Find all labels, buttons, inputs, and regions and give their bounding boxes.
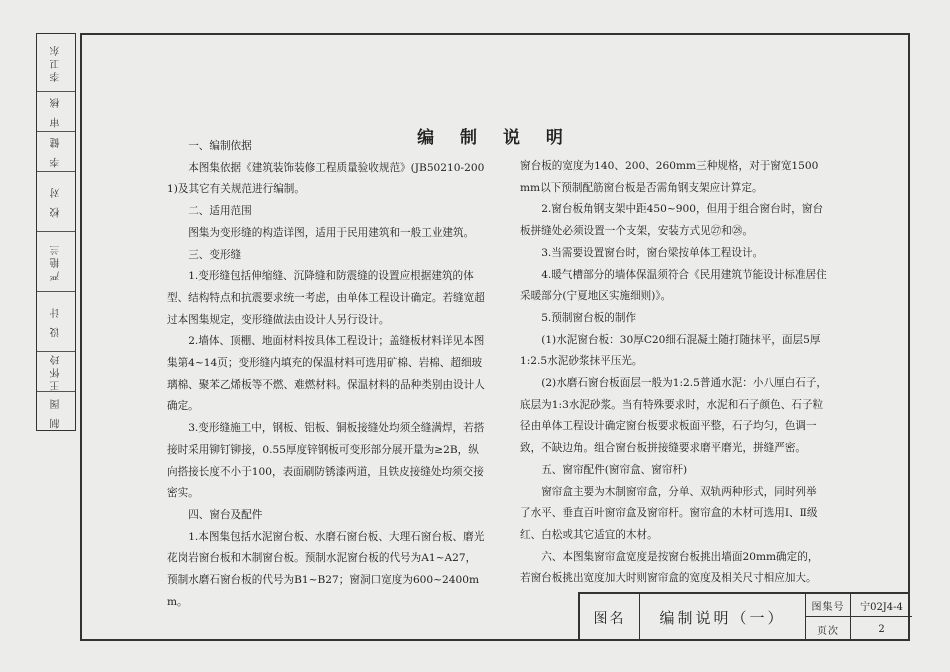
atlas-label: 图集号 <box>811 601 845 613</box>
stamp-name: 严艳兰 <box>50 242 62 281</box>
stamp-role: 设 计 <box>50 305 62 338</box>
stamp-cell <box>37 352 75 392</box>
stamp-cell <box>37 92 75 132</box>
section-heading: 五、窗帘配件(窗帘盒、窗帘杆) <box>541 463 688 476</box>
page-number: 2 <box>878 623 885 635</box>
atlas-label-cell <box>806 594 851 617</box>
title-block <box>578 592 910 641</box>
section-heading: 一、编制依据 <box>188 140 252 152</box>
signature-stamp-column <box>36 33 76 431</box>
paragraph: 窗帘盒主要为木制窗帘盒，分单、双轨两种形式，同时列举了水平、垂直百叶窗帘盒及窗帘杆。窗帘盒的木材可选用Ⅰ、Ⅱ级红、白松或其它适宜的木材。 <box>520 485 818 541</box>
paragraph: 5.预制窗台板的制作 <box>541 311 637 324</box>
paragraph: 1.变形缝包括伸缩缝、沉降缝和防震缝的设置应根据建筑的体型、结构特点和抗震要求统一考虑，由单体工程设计确定。若缝宽超过本图集规定，变形缝做法由设计人另行设计。 <box>167 270 485 326</box>
stamp-role: 审 核 <box>50 95 62 128</box>
atlas-number-cell <box>851 594 912 617</box>
paragraph: 六、本图集窗帘盒宽度是按窗台板挑出墙面20mm确定的，若窗台板挑出宽度加大时则窗帘盒的宽度及相关尺寸相应加大。 <box>520 550 819 585</box>
right-text-column <box>520 156 827 590</box>
atlas-number: 宁02J4-4 <box>860 601 903 613</box>
paragraph: (2)水磨石窗台板面层一般为1:2.5普通水泥：小八厘白石子，底层为1:3水泥砂浆。当有特殊要求时，水泥和石子颜色、石子粒径由单体工程设计确定窗台板要求板面平整，石子均匀，色调一致，不缺边角。组合窗台板拼接缝要求磨平磨光，拼缝严密。 <box>520 377 828 455</box>
drawing-name: 编制说明（一） <box>659 609 786 627</box>
stamp-role: 校 对 <box>50 185 62 218</box>
paragraph: 3.当需要设置窗台时，窗台梁按单体工程设计。 <box>541 246 764 259</box>
stamp-cell <box>37 232 75 292</box>
paragraph: 本图集依据《建筑装饰装修工程质量验收规范》(JB50210-2001)及其它有关规范进行编制。 <box>167 161 485 196</box>
paragraph: (1)水泥窗台板：30厚C20细石混凝土随打随抹平，面层5厚1:2.5水泥砂浆抹平压光。 <box>520 333 821 368</box>
stamp-cell <box>37 172 75 232</box>
left-text-column <box>167 136 485 613</box>
title-block-name-cell <box>640 594 806 641</box>
title-block-name-label-cell <box>580 594 640 641</box>
stamp-cell <box>37 292 75 352</box>
page-label: 页次 <box>817 625 839 637</box>
section-heading: 三、变形缝 <box>188 248 242 261</box>
page-number-cell <box>851 617 912 641</box>
paragraph: 图集为变形缝的构造详图，适用于民用建筑和一般工业建筑。 <box>188 226 475 239</box>
drawing-name-label: 图名 <box>593 610 626 627</box>
paragraph: 窗台板的宽度为140、200、260mm三种规格，对于窗宽1500mm以下预制配筋窗台板是否需角钢支架应计算定。 <box>520 160 819 194</box>
section-heading: 四、窗台及配件 <box>188 508 263 521</box>
paragraph: 1.本图集包括水泥窗台板、水磨石窗台板、大理石窗台板、磨光花岗岩窗台板和木制窗台板。预制水泥窗台板的代号为A1~A27，预制水磨石窗台板的代号为B1~B27；窗洞口宽度为600~2400mm。 <box>167 530 485 608</box>
paragraph: 2.墙体、顶棚、地面材料按具体工程设计；盖缝板材料详见本图集第4~14页；变形缝内填充的保温材料可选用矿棉、岩棉、超细玻璃棉、聚苯乙烯板等不燃、难燃材料。保温材料的品种类别由设计人确定。 <box>167 335 485 413</box>
page-title: 编 制 说 明 <box>417 128 573 148</box>
section-heading: 二、适用范围 <box>188 205 252 218</box>
page-label-cell <box>806 617 851 641</box>
drawing-frame <box>80 33 910 641</box>
stamp-cell <box>37 34 75 92</box>
stamp-cell <box>37 392 75 432</box>
paragraph: 4.暖气槽部分的墙体保温须符合《民用建筑节能设计标准居住采暖部分(宁夏地区实施细则)》。 <box>520 268 827 303</box>
paragraph: 3.变形缝施工中，钢板、铝板、铜板接缝处均须全缝满焊，若搭接时采用铆钉铆接，0.55厚度锌钢板可变形部分展开量为≥2B，纵向搭接长度不小于100，表面刷防锈漆两道，且铁皮接缝处均须交接密实。 <box>167 422 485 500</box>
stamp-name: 王怀玲 <box>50 352 62 391</box>
paragraph: 2.窗台板角钢支架中距450~900，但用于组合窗台时，窗台板拼缝处必须设置一个支架，安装方式见㉗和㉘。 <box>520 203 824 238</box>
stamp-name: 李卫东 <box>50 43 62 82</box>
stamp-name: 李 健 <box>50 135 62 168</box>
stamp-cell <box>37 132 75 172</box>
stamp-role: 制 图 <box>50 395 62 429</box>
